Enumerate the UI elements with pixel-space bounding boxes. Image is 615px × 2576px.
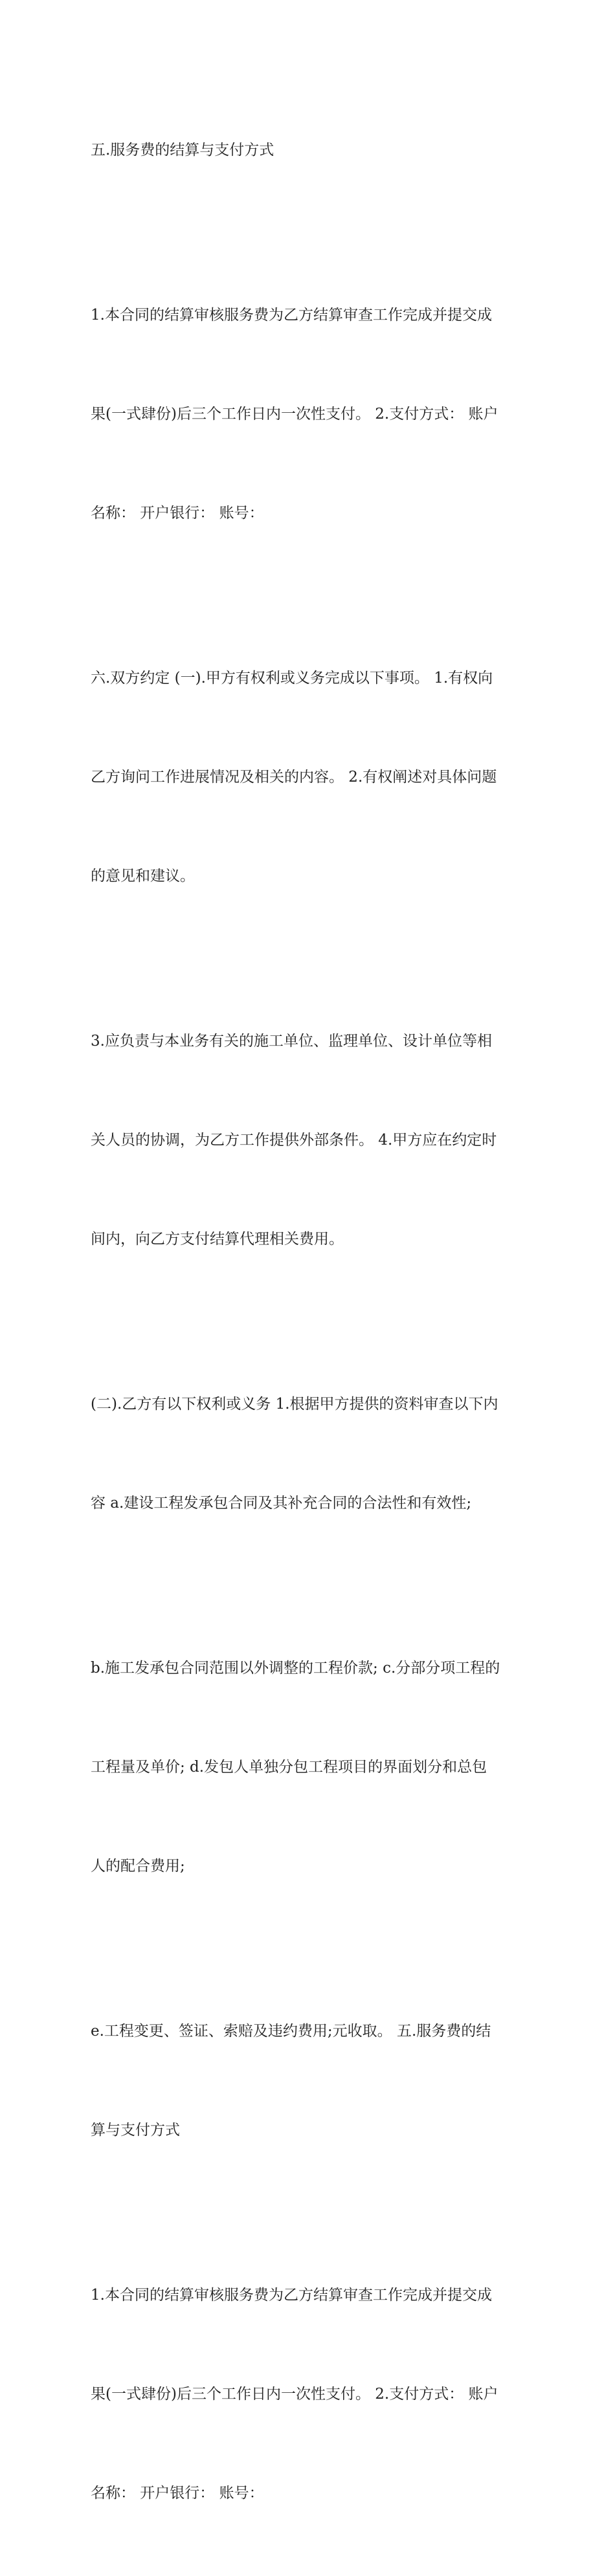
paragraph <box>91 1322 531 1586</box>
text-line: 1.本合同的结算审核服务费为乙方结算审查工作完成并提交成 <box>91 307 492 324</box>
paragraph <box>91 1586 531 1949</box>
paragraph <box>91 959 531 1322</box>
text-line: (二).乙方有以下权利或义务 1.根据甲方提供的资料审查以下内 <box>91 1396 498 1413</box>
paragraph <box>91 2213 531 2576</box>
text-line: 的意见和建议。 <box>91 868 195 885</box>
text-line: 算与支付方式 <box>91 2122 180 2139</box>
text-line: 工程量及单价; d.发包人单独分包工程项目的界面划分和总包 <box>91 1759 487 1776</box>
text-line: 关人员的协调，为乙方工作提供外部条件。 4.甲方应在约定时 <box>91 1132 497 1149</box>
text-line: 五.服务费的结算与支付方式 <box>91 142 274 159</box>
document-body <box>91 68 531 2576</box>
text-line: 乙方询问工作进展情况及相关的内容。 2.有权阐述对具体问题 <box>91 769 497 786</box>
text-line: 六.双方约定 (一).甲方有权利或义务完成以下事项。 1.有权向 <box>91 670 493 687</box>
paragraph <box>91 596 531 959</box>
text-line: 名称： 开户银行： 账号： <box>91 505 264 522</box>
text-line: b.施工发承包合同范围以外调整的工程价款; c.分部分项工程的 <box>91 1660 500 1677</box>
section-heading <box>91 68 531 233</box>
paragraph <box>91 1949 531 2213</box>
text-line: 1.本合同的结算审核服务费为乙方结算审查工作完成并提交成 <box>91 2287 492 2304</box>
text-line: 果(一式肆份)后三个工作日内一次性支付。 2.支付方式： 账户 <box>91 406 498 423</box>
text-line: 果(一式肆份)后三个工作日内一次性支付。 2.支付方式： 账户 <box>91 2386 498 2403</box>
text-line: 人的配合费用; <box>91 1858 185 1875</box>
text-line: 名称： 开户银行： 账号： <box>91 2485 264 2502</box>
paragraph <box>91 233 531 596</box>
text-line: e.工程变更、签证、索赔及违约费用;元收取。 五.服务费的结 <box>91 2023 491 2040</box>
text-line: 间内，向乙方支付结算代理相关费用。 <box>91 1231 344 1248</box>
text-line: 3.应负责与本业务有关的施工单位、监理单位、设计单位等相 <box>91 1033 492 1050</box>
text-line: 容 a.建设工程发承包合同及其补充合同的合法性和有效性; <box>91 1495 472 1512</box>
